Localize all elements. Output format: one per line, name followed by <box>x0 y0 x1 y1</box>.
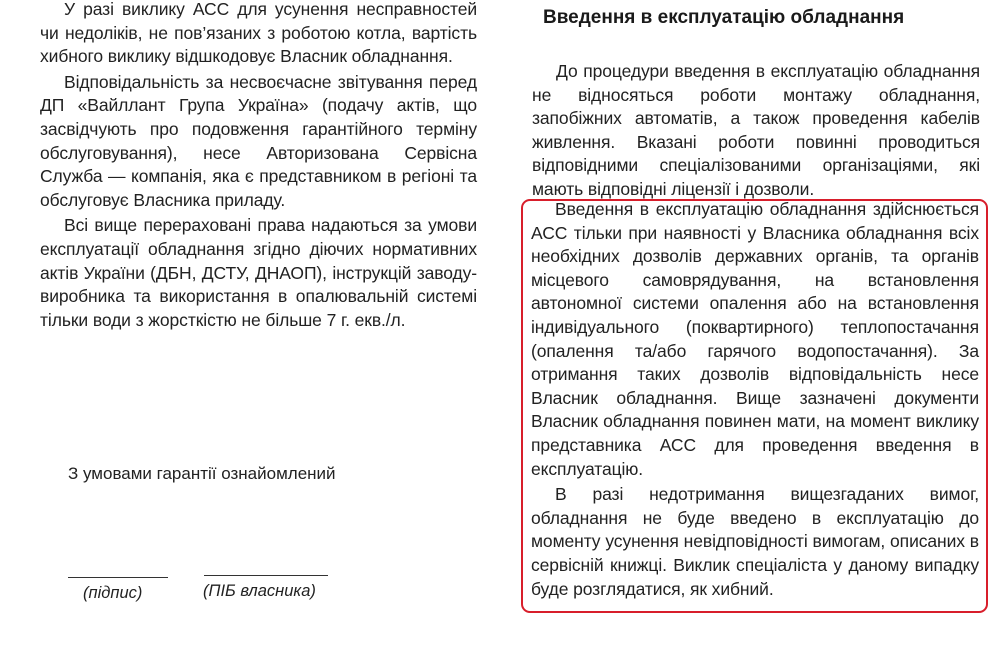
left-column <box>40 0 477 332</box>
commissioning-intro <box>532 60 980 202</box>
signature-caption: (підпис) <box>83 584 143 602</box>
section-heading: Введення в експлуатацію обладнання <box>543 7 905 28</box>
warranty-acknowledgement: З умовами гарантії ознайомлений <box>68 464 336 483</box>
highlighted-text-block <box>531 198 979 601</box>
reporting-responsibility-paragraph: Відповідальність за несвоєчасне звітування перед ДП «Вайллант Група Україна» (подачу актів, що засвідчують про подовження гарантійного терміну обслуговування), несе Авторизована Сервісна Служба — компанія, яка є представником в регіоні та обслуговує Власника приладу. <box>40 71 477 210</box>
owner-name-caption: (ПІБ власника) <box>203 582 316 600</box>
owner-name-line <box>204 575 328 576</box>
non-compliance-paragraph: В разі недотримання вищезгаданих вимог, обладнання не буде введено в експлуатацію до моменту усунення невідповідності вимогам, описаних в сервісній книжці. Виклик спеціаліста у даному випадку буде розглядатися, як хибний. <box>531 484 979 599</box>
false-call-paragraph: У разі виклику АСС для усунення несправностей чи недоліків, не пов’язаних з роботою котла, вартість хибного виклику відшкодовує Власник обладнання. <box>40 0 477 67</box>
installation-exclusion-paragraph: До процедури введення в експлуатацію обладнання не відносяться роботи монтажу обладнання, запобіжних автоматів, а також проведення кабелів живлення. Вказані роботи повинні проводиться відповідними спеціалізованими організаціями, які мають відповідні ліцензії і дозволи. <box>532 61 980 199</box>
permits-requirement-paragraph: Введення в експлуатацію обладнання здійснюється АСС тільки при наявності у Власника обладнання всіх необхідних дозволів державних органів, та органів місцевого самоврядування, на встановлення автономної системи опалення або на встановлення індивідуального (поквартирного) теплопостачання (опалення та/або гарячого водопостачання). За отримання таких дозволів відповідальність несе Власник обладнання. Вище зазначені документи Власник обладнання повинен мати, на момент виклику представника АСС для проведення введення в експлуатацію. <box>531 199 979 479</box>
rights-conditions-paragraph: Всі вище перераховані права надаються за умови експлуатації обладнання згідно діючих нормативних актів України (ДБН, ДСТУ, ДНАОП), інструкцій заводу-виробника та використання в опалювальній системі тільки води з жорсткістю не більше 7 г. екв./л. <box>40 215 477 330</box>
signature-line <box>68 577 168 578</box>
